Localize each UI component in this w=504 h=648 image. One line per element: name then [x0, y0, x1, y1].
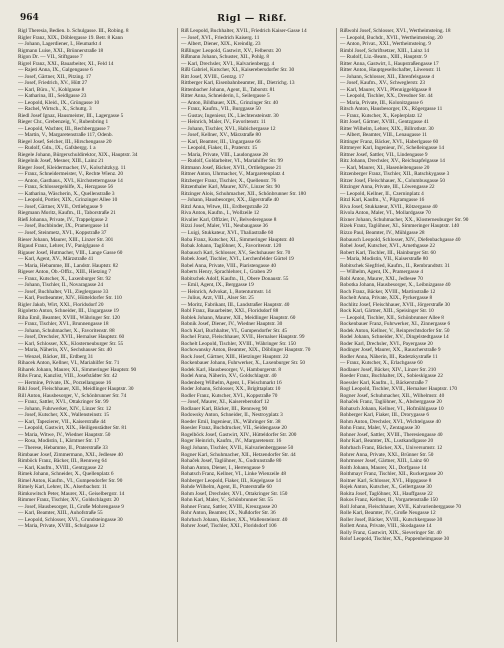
directory-entry: Rohner Franz, Sattler, XVIII., Kreuzgasse 20	[181, 503, 277, 510]
directory-entry: — Josef, Kutscher, XX., Wallensteinstr. 15	[18, 412, 110, 419]
directory-entry: Rittberger Karl, Eisenbahnbeamter, III., Dietrichg. 13	[181, 80, 295, 87]
directory-entry: — Franz, Kutscher, X., Keplerplatz 12	[340, 112, 423, 119]
directory-entry: — Karl, Beamter, III., Ungargasse 66	[181, 138, 261, 145]
directory-columns	[18, 28, 490, 642]
directory-entry: Rizzi Josef, Maler, VII., Neubaugasse 36	[181, 223, 268, 230]
directory-entry: Rieger Chr., Grebenzeig, V., Rubenbring 1	[18, 119, 109, 126]
directory-entry: Riegmann Moritz, Kaufm., II., Taborstraße 21	[18, 210, 116, 217]
directory-entry: Rogl Leopold, Tischler, XVII., Hernalser Hauptstr. 170	[340, 386, 458, 393]
directory-entry: — Therese, Hebamme, II., Praterstraße 33	[18, 445, 108, 451]
directory-entry: Roller Josef, Bäcker, XVIII., Kutschkergasse 30	[340, 516, 443, 523]
directory-entry: — Moritz, Fabrikant, III., Landstraßer Hauptstr. 40	[181, 301, 290, 308]
directory-entry: Rodlauer Josef, Bäcker, XIV., Linzer Str. 210	[340, 366, 437, 373]
directory-entry: — Johann, Fuhrwerker, XIV., Linzer Str. 12	[18, 405, 112, 412]
directory-entry: Rochowansky Anton, Beamter, XIX., Döblinger Hauptstr. 70	[181, 347, 311, 354]
directory-entry: Riva Anton, Kaufm., I., Wollzeile 12	[181, 210, 260, 217]
directory-entry: — Karl, Drechsler, XVI., Kalvarienbergg. 4	[181, 60, 275, 67]
directory-entry: Riegele Johann, Bürgerschuldirektor, XIX., Hauptstr. 34	[18, 151, 138, 158]
directory-entry: Rieger Josef, Kleidermacher, IV., Kolschitzkyg. 11	[18, 164, 126, 171]
directory-entry: — Franz, Kutscher, X., Laxenburger Str. 92	[18, 275, 111, 282]
directory-entry: Ritzinger Anna, Private, III., Löwengasse 22	[340, 184, 435, 191]
directory-entry: Ritzenthaler Karl, Maurer, XIV., Linzer Str. 90	[181, 184, 280, 191]
directory-entry: Rittmeyer Karl, Ingenieur, IV., Schelleingasse 14	[340, 145, 444, 152]
directory-entry: Roger Heinrich, Kaufm., IV., Margaretenstr. 16	[181, 438, 282, 445]
directory-entry: Roith Johann, Maurer, XI., Dorfgasse 14	[340, 464, 427, 471]
directory-entry: — Josef, Gärtner, XVII., Ortliebgasse 9	[18, 203, 103, 210]
directory-entry: Roeder Franz, Buchhalter, IX., Sobieskigasse 22	[340, 373, 443, 380]
directory-entry: — Hermine, Private, IX., Porzellangasse 16	[18, 379, 112, 386]
directory-entry: Roder Karl, Drechsler, XVI., Payergasse 20	[340, 340, 433, 347]
directory-entry: — Franz, Sattler, XVI., Ottakringer Str. 99	[18, 399, 109, 406]
directory-entry: — Maria, Näherin, XV., Sechshauser Str. 40	[18, 347, 112, 354]
directory-entry: Rohr Karl, Beamter, IX., Lustkandlgasse 20	[340, 438, 434, 445]
directory-entry: Robert Karl, Tischler, III., Hainburger Str. 60	[340, 249, 436, 256]
directory-entry: Rokos Franz, Kellner, II., Vorgartenstraße 150	[340, 497, 438, 504]
directory-entry: — Wilhelm, Agent, IX., Pramergasse 4	[340, 269, 424, 276]
directory-entry: — Leopold, Tischler, XX., Dresdner Str. 44	[340, 93, 433, 100]
directory-entry: Rohrbach Franz, Bäcker, XX., Universumstr. 12	[340, 445, 443, 451]
directory-entry: — Karl, Maurer, XVI., Pfenniggeldgasse 8	[340, 86, 432, 93]
directory-entry: — Josef, Hausbesorger, II., Große Mohrengasse 9	[18, 503, 124, 510]
directory-entry: — Josef, Maurer, XI., Kaiserebersdorf 12	[181, 399, 270, 406]
directory-entry: Roessler Karl, Kaufm., I., Bäckerstraße 7	[340, 379, 428, 386]
directory-entry: Rittinger Franz, Bäcker, XVI., Haberlgasse 60	[340, 138, 439, 145]
directory-entry: Rittner Anton, Uhrmacher, V., Margaretenplatz 4	[181, 171, 285, 178]
directory-entry: Rizek Franz, Taglöhner, XI., Simmeringer Hauptstr. 140	[340, 223, 460, 230]
directory-entry: — Josef, Drechsler, XVII., Hernalser Hauptstr. 60	[18, 334, 125, 341]
directory-entry: Rihs Franz, Kanzlist, VIII., Josefstädter Str. 42	[18, 373, 118, 380]
directory-entry: Ritzenberger Franz, Tischler, XII., Ratschkygasse 3	[340, 171, 450, 178]
directory-entry: Rihacek Anton, Kellner, VI., Mariahilfer Str. 71	[18, 360, 120, 367]
directory-entry: — Leopold, Schlosser, XVI., Grundsteingasse 30	[18, 516, 123, 523]
directory-entry: Rizzo Paul, Beamter, IV., Mühlgasse 28	[340, 229, 425, 236]
directory-entry: — Luigi, Stukkateur, XVI., Thaliastraße 60	[181, 229, 274, 236]
directory-entry: Rohaček Franz, Taglöhner, X., Absberggasse 20	[340, 399, 442, 406]
directory-entry: Riva Josef, Stukkateur, XVII., Rötzergasse 40	[340, 203, 438, 210]
directory-entry: Rittenbacher Johann, Agent, II., Taborstr. 81	[181, 86, 275, 93]
column-1	[18, 28, 172, 642]
directory-entry: Rohatsch Franz, Kellner, VI., Linke Wienzeile 48	[181, 471, 286, 478]
directory-entry: Roberts Henry, Sprachlehrer, I., Graben 29	[181, 269, 272, 276]
directory-entry: Rochel Franz, Fleischhauer, XVII., Hernalser Hauptstr. 99	[181, 334, 305, 341]
directory-entry: Rigon Dr. — VII., Stiftgasse 7	[18, 54, 83, 61]
directory-entry: Rodel Johann, Schneider, XV., Dingelstedtgasse 14	[340, 334, 449, 341]
directory-entry: Rodinger Josef, Maurer, XX., Rauscherstraße 9	[340, 347, 441, 354]
directory-entry: Roll Johann, Fleischhauer, XVII., Kalvarienberggasse 70	[340, 503, 462, 510]
directory-entry: — Martin, V., Margaretenstraße 117, Ödenb.	[18, 132, 113, 139]
directory-entry: Robausch Karl, Schlosser, XV., Sechshauser Str. 70	[181, 249, 291, 256]
directory-entry: Rohm Anton, Drechsler, XVI., Wichtelgasse 40	[340, 418, 441, 425]
directory-entry: Robl Anton, Maurer, XXI., Jedlesee 70	[340, 275, 423, 282]
directory-entry: Rikl Josef, Fleischhauer, XII., Meidlinger Hauptstr. 30	[18, 386, 134, 393]
directory-entry: — Josef, Gärtner, XII., Pitzing. 17	[18, 73, 92, 80]
directory-entry: Riegelnik Josef, Mesner, XIII., Lainz 21	[18, 158, 104, 165]
directory-entry: Rigler Jakob, Wirt, XXI., Floridsdorf 20	[18, 301, 104, 308]
directory-entry: Rieser Johann, Maurer, XIII., Linzer Str. 301	[18, 236, 114, 243]
directory-entry: Rollett Anna, Private, VIII., Skodagasse 14	[340, 523, 432, 530]
directory-entry: — Josef, Buchbinder, IX., Pramergasse 14	[18, 223, 109, 230]
directory-entry: — Karl, Beamter, XIII., Auhofstraße 55	[18, 510, 103, 517]
directory-entry: — Josef, Buchhalter, VII., Zieglergasse 33	[18, 288, 109, 295]
directory-entry: Rißl Gabriel, Kutscher, XI., Kaiserebersdorfer Str. 30	[181, 67, 295, 74]
directory-entry: Rohde Wilhelm, Agent, II., Praterstraße 60	[181, 484, 272, 491]
directory-entry: — Leopold, Tischler, XII., Schönbrunner Allee 8	[340, 314, 444, 321]
directory-entry: Robitschek Adolf, Kaufm., II., Obere Donaustr. 55	[181, 275, 289, 282]
directory-entry: Rodler Anna, Näherin, III., Radetzkystraße 11	[340, 353, 438, 360]
directory-entry: Robak Johann, Taglöhner, X., Favoritenstr. 120	[181, 243, 282, 250]
directory-entry: Rohaček Josef, Taglöhner, X., Gudrunstraße 80	[181, 458, 282, 465]
directory-entry: Roder Johann, Schlosser, XX., Brigittaplatz 10	[181, 386, 281, 393]
directory-entry: — Wenzel, Bäcker, III., Erdberg 31	[18, 353, 94, 360]
directory-entry: — Karl, Tapezierer, VII., Kaiserstraße 44	[18, 418, 106, 425]
directory-entry: Rixner Johann, Schuhmacher, XX., Klosterneuburger Str. 90	[340, 216, 469, 223]
directory-entry: Rittner Josef, Sattler, VII., Lindengasse 9	[340, 151, 428, 158]
directory-entry: Rohm Josef, Drechsler, XVI., Ottakringer Str. 150	[181, 490, 288, 497]
directory-entry: — Franz, Schneidermeister, V., Rechte Wienz. 20	[18, 171, 124, 178]
directory-entry: Rockenbauer Johann, Fuhrwerker, X., Laxenburger Str. 50	[181, 360, 305, 367]
directory-entry: — Rudolf, Goldarbeiter, VI., Mariahilfer Str. 99	[181, 158, 283, 165]
directory-entry: — Rajeti Anna, IX., Galgengasse 6	[18, 67, 93, 74]
directory-entry: Rolle Karl, Beamter, IV., Große Neugasse 12	[340, 510, 436, 517]
directory-entry: — Rachel, Wirtsch., X., Schuttg. 3	[18, 106, 92, 113]
directory-entry: Rigaud Franz, Lehrer, IV., Paniglgasse 4	[18, 243, 104, 250]
directory-entry: Rogner Josef, Schuhmacher, XII., Wilhelmstr. 40	[340, 392, 445, 399]
directory-entry: — Albert, Diener, XIX., Kreindlg. 23	[181, 41, 261, 48]
directory-entry: Rohberger Karl, Fiaker, III., Drorygasse 6	[340, 412, 429, 419]
directory-entry: Rohrmoser Josef, Gärtner, XIII., Lainz 60	[340, 458, 429, 465]
directory-entry: Rigl Theresia, Bedien. b. Schulgasse. III., Robing. 8	[18, 28, 129, 34]
directory-entry: Rohn Franz, Maler, V., Zentagasse 30	[340, 425, 420, 432]
directory-entry: Rolof Leopold, Tischler, XX., Pappenheimgasse 30	[340, 536, 450, 543]
directory-entry: Roch Franz, Bäcker, XVIII., Martinstraße 12	[340, 288, 436, 295]
directory-entry: Rohan Anton, Diener, I., Herrengasse 9	[181, 464, 265, 471]
directory-entry: Rimel Anton, Kaufm., VI., Gumpendorfer Str. 90	[18, 477, 123, 484]
directory-entry: Rogl Johann, Tischler, XVII., Kalvarienberggasse 50	[181, 445, 294, 451]
directory-entry: — Leopold, Buchdr., XVII., Wertheimsteing. 20	[340, 34, 443, 41]
running-head: Rigl — Rißf.	[217, 13, 287, 24]
directory-entry: — Katharina, III., Seidlgasse 23	[18, 93, 87, 100]
directory-entry: Ritter Anna, Gastwirt, I., Haupstraßengasse 17	[340, 60, 439, 67]
directory-entry: — Karl, Agent, XV., Märzstraße 41	[18, 256, 94, 263]
directory-entry: — Josef, XVI., Friedrich Kaiserg. 11	[181, 34, 260, 41]
directory-entry: Rimböck Franz, Bäcker, III., Rennweg 64	[18, 458, 107, 465]
directory-entry: Rohner Josef, Sattler, XVIII., Theresiengasse 40	[340, 431, 443, 438]
directory-entry: — Rudolf, Liz.-Beam., XIII., Hauptstr. 9	[340, 54, 427, 61]
directory-entry: — Franz, Kutscher, X., Erlachgasse 60	[340, 360, 423, 367]
directory-entry: Rogner Karl, Schuhmacher, XII., Hetzendorfer Str. 44	[181, 451, 296, 458]
directory-entry: — Karl, Maurer, XI., Hasenleitengasse 20	[340, 164, 430, 171]
directory-entry: — Rosa, Modistin, I., Kärntner Str. 17	[18, 438, 100, 445]
directory-entry: Riharek Johann, Maurer, XI., Simmeringer Hauptstr. 90	[18, 366, 137, 373]
directory-entry: Robnik Josef, Diener, IV., Wiedner Hauptstr. 30	[181, 321, 283, 328]
directory-entry: — Leopold, Fiaker, II., Praterstr. 15	[181, 145, 257, 152]
directory-entry: Riedl Josef Ignaz, Hausmeister, III., Lagergasse 5	[18, 112, 124, 119]
directory-entry: Rodel Anna, Näherin, XV., Goldschlagstr. 40	[181, 373, 277, 380]
directory-entry: Ritter Wilhelm, Lehrer, XIX., Billrothstr. 30	[340, 125, 434, 132]
directory-entry: — Albert, Beamter, VIII., Lenaugasse 11	[340, 132, 428, 139]
directory-entry: Rigler Franz, XIX., Döblergasse 19. Betr. 8 Kann	[18, 34, 123, 41]
directory-entry: — Maria, Witwe, IV., Wiedner Hauptstr. 50	[18, 431, 111, 438]
directory-entry: Roch Karl, Buchhalter, VI., Gumpendorfer Str. 45	[181, 327, 288, 334]
directory-entry: — Franz, Kaufm., VII., Burggasse 50	[181, 106, 261, 113]
directory-entry: Rimbauer Josef, Zimmermann, XXI., Jedlesee 40	[18, 451, 123, 458]
directory-entry: Rohn Karl, Maler, V., Schönbrunner Str. 55	[181, 497, 273, 504]
column-2	[177, 28, 331, 642]
directory-entry: — Josef, Steinmetz, XVI., Koppstraße 37	[18, 229, 107, 236]
directory-entry: Rivola Anton, Maler, VI., Mollardgasse 70	[340, 210, 431, 217]
directory-entry: — Franz, Tischler, XVI., Brunnengasse 18	[18, 321, 109, 328]
directory-entry: Rimely Karl, Lehrer, IX., Alserbachstr. 11	[18, 484, 108, 491]
directory-entry: — Johann, Tischler, XVI., Habichergasse 12	[181, 125, 276, 132]
directory-entry: Rimkowitsch Peter, Maurer, XI., Geiselbergstr. 14	[18, 490, 125, 497]
directory-entry: Rochlitz Josef, Fleischhauer, XVII., Jörgerstraße 30	[340, 301, 450, 308]
directory-entry: Ritsch Anton, Hausbesorger, IX., Rögergasse 11	[340, 106, 443, 113]
directory-entry: Rohrbach Johann, Bäcker, XX., Wallensteinstr. 40	[181, 516, 288, 523]
directory-entry: Rodek Anton, Kellner, V., Reinprechtsdorfer Str. 50	[340, 327, 450, 334]
directory-entry: Rohberger Leopold, Fiaker, III., Kegelgasse 14	[181, 477, 281, 484]
directory-entry: Robel Josef, Kutscher, XVI., Arnethgasse 22	[340, 243, 435, 250]
directory-entry: Ritt Josef, XVIII., Gentzg. 17	[181, 73, 244, 80]
directory-entry: — Josef, Kaufm., XV., Schweglerstr. 23	[340, 80, 426, 87]
directory-entry: — Anton, Privat., XXI., Wertheimsteing. 9	[340, 41, 431, 48]
directory-entry: — Maria, Hebamme, III., Landstr. Hauptstr. 82	[18, 262, 119, 269]
directory-entry: Rohatsch Johann, Kellner, VI., Hofmühlgasse 10	[340, 405, 444, 412]
directory-entry: — Leopold, Gastwirt, XIX., Heiligenstädter Str. 81	[18, 425, 127, 432]
directory-entry: Rodlauer Karl, Bäcker, III., Rennweg 90	[181, 405, 268, 412]
directory-entry: Rigeser Anton, Ob.-Offiz., XIII., Hietzing 7	[18, 269, 112, 276]
directory-entry: Robek Josef, Tischler, XVI., Lerchenfelder Gürtel 19	[181, 256, 294, 263]
directory-entry: Rohr Anton, Beamter, IX., Nußdorfer Str. 36	[181, 510, 276, 517]
directory-entry: Rockenbauer Franz, Fuhrwerker, XI., Zinnergasse 6	[340, 321, 451, 328]
directory-entry: Robitschek Siegfried, Kaufm., II., Rembrandtstr. 31	[340, 262, 450, 269]
directory-entry: — Franz, Schlossergehilfe, X., Herzgasse 56	[18, 184, 114, 191]
directory-entry: Rißlinger Leopold, Gastwirt, XV., Felberstr. 20	[181, 47, 281, 54]
directory-entry: — Leopold, Kleid., IX., Grüngasse 10	[18, 99, 100, 106]
directory-entry: — Karl, Postbeamter, XIV., Hütteldorfer Str. 110	[18, 295, 122, 302]
page-number: 964	[20, 13, 39, 23]
directory-entry: Rivalier Karl, Offizier, IV., Belvederegasse 8	[181, 216, 277, 223]
directory-entry: — Johann, Schlosser, XII., Ehrenfelsgasse 4	[340, 73, 435, 80]
directory-entry: Rimek Johann, Schneider, X., Quellenplatz 6	[18, 471, 114, 478]
directory-entry: Ritter Anna, Schneiderin, I., Seilergasse 5	[181, 93, 270, 100]
directory-entry: — Maria, Modistin, VII., Kaiserstraße 80	[340, 256, 429, 263]
directory-entry: Rodek Karl, Hausbesorger, V., Hamburgerstr. 8	[181, 366, 282, 373]
directory-entry: — Maria, Private, XVIII., Schulgasse 12	[18, 523, 105, 530]
directory-entry: — Rudolf, Gdn., IX., Gafsbergg. 1 a	[18, 145, 96, 152]
directory-entry: Rohrer Josef, Tischler, XXI., Floridsdorf 106	[181, 523, 277, 530]
directory-entry: Riß Leopold, Buchhalter, XVII., Friedrich Kaiser-Gasse 14	[181, 28, 307, 34]
directory-entry: — Johann, Hausbesorger, XX., Jägerstraße 40	[181, 197, 279, 204]
directory-entry: — Karl, Schlosser, XX., Klosterneuburger Str. 55	[18, 340, 124, 347]
column-3	[336, 28, 490, 642]
directory-entry: Roitner Karl, Schlosser, XVI., Hippgasse 8	[340, 477, 432, 484]
directory-entry: — Leopold, Kellner, II., Czerninplatz 4	[340, 190, 424, 197]
directory-entry: — Anton, Gasthaus., XVI., Kirchstetterngasse 14	[18, 177, 123, 184]
directory-entry: Rigauer Josef, Hutmacher, VIII., Lange Gasse 60	[18, 249, 123, 256]
directory-entry: Rochelt Anna, Private, XIX., Pyrkergasse 8	[340, 295, 433, 302]
directory-entry: — Anton, Bildhauer, XIX., Grinzinger Str. 40	[181, 99, 279, 106]
directory-entry: Rock Josef, Gärtner, XIII., Hietzinger Hauptstr. 22	[181, 353, 289, 360]
directory-entry: Ritz Johann, Drechsler, XV., Reichsapfelgasse 14	[340, 158, 445, 165]
directory-entry: Rogelböck Josef, Gastwirt, XIV., Hütteldorfer Str. 200	[181, 431, 297, 438]
directory-entry: — Karl, Büro., V., Kohlgasse 8	[18, 86, 85, 93]
directory-entry: — Heinrich, Advokat, I., Rotenturmstr. 14	[181, 288, 271, 295]
directory-entry: Rodowsky Anton, Schneider, II., Nestroyplatz 3	[181, 412, 283, 419]
directory-entry: Ritzl Karl, Kaufm., V., Pilgramgasse 16	[340, 197, 425, 204]
directory-entry: Rojek Anton, Kutscher, X., Gellertgasse 30	[340, 484, 432, 491]
directory-entry: — Leopold, Portier, XIX., Grinzinger Allee 10	[18, 197, 118, 204]
directory-entry: — Johann, Schuhmacher, X., Favoritenstr. 88	[18, 327, 115, 334]
directory-entry: — Heinrich, Maler, IV., Favoritenstr. 11	[181, 119, 266, 126]
directory-entry: — Johann, Lagerdiener, I., Heumarkt 4	[18, 41, 102, 48]
directory-entry: Rolly Franz, Gastwirt, XIX., Sieveringer Str. 40	[340, 529, 442, 536]
directory-entry: — Gustav, Ingenieur, IX., Liechtensteinstr. 30	[181, 112, 279, 119]
directory-entry: Ritzer Josef, Fleischhauer, X., Columbusgasse 50	[340, 177, 445, 184]
directory-entry: Riegel Josef, Selcher, III., Hirschengasse 20	[18, 138, 112, 145]
directory-entry: Roithmayr Franz, Tischler, XII., Ruckergasse 20	[340, 471, 443, 478]
directory-entry: Rimmer Franz, Tischler, XV., Goldschlagstr. 20	[18, 497, 119, 504]
directory-entry: Robausch Leopold, Schlosser, XIV., Diefenbachgasse 40	[340, 236, 461, 243]
directory-entry: — Maria, Private, VIII., Laudongasse 28	[181, 151, 268, 158]
directory-entry: Rieß Johanna, Private, IV., Trappelgasse 2	[18, 216, 108, 223]
directory-entry: Rill Anton, Hausbesorger, V., Schönbrunner Str. 74	[18, 392, 127, 399]
directory-entry: Roesler Franz, Buchdrucker, VII., Seidengasse 20	[181, 425, 287, 432]
directory-entry: — Josef, Friedrich, XV., Hütt 27	[18, 80, 88, 87]
directory-entry: — Katharina, Wäscherin, X., Quellenstraße 3	[18, 190, 115, 197]
directory-entry: — Josef, Kellner, XV., Märzstraße 80	[181, 132, 261, 139]
directory-entry: Rohrer Anna, Private, XXI., Brünner Str. 50	[340, 451, 434, 458]
directory-entry: Riha Emil, Beamter, XVIII., Währinger Str. 120	[18, 314, 120, 321]
directory-entry: — Johann, Tischler, II., Novaragasse 24	[18, 282, 103, 289]
directory-entry: Rokita Josef, Taglöhner, XI., Hauffgasse 22	[340, 490, 433, 497]
directory-entry: — Julius, Arzt, VIII., Alser Str. 25	[181, 295, 254, 302]
directory-entry: — Karl, Kaufm., XVIII., Gentzgasse 22	[18, 464, 104, 471]
directory-entry: Ritter Anton, Hauptgesellschafter, Löwenstr. 11	[340, 67, 441, 74]
directory-entry: Rigmann Luise, XXI., Brünnerstraße 18	[18, 47, 104, 54]
directory-entry: Rigoletto Anton, Schneider, III., Ungargasse 19	[18, 308, 119, 315]
directory-entry: Rock Karl, Gärtner, XIII., Speisinger Str. 10	[340, 308, 434, 315]
directory-entry: Roblek Johann, Maurer, XII., Meidlinger Hauptstr. 60	[181, 314, 296, 321]
directory-entry: Rimbl Josef, Schriftsetzer, XIII., Lainz 14	[340, 47, 430, 54]
directory-entry: Robotka Johann, Hausbesorger, X., Leibnizgasse 40	[340, 282, 451, 289]
directory-entry: Rigrel Franz, XXI., Bauarbeiter, XI., Feld 14	[18, 60, 114, 67]
directory-entry: Robl Franz, Bauarbeiter, XXI., Floridsdorf 88	[181, 308, 279, 315]
directory-entry: Rißwohl Josef, Schlosser, XVI., Wertheimsteing. 18	[340, 28, 451, 34]
directory-entry: — Emil, Agent, IX., Berggasse 19	[181, 282, 254, 289]
directory-entry: Ritt Josef, Gärtner, XVIII., Gentzgasse 41	[340, 119, 430, 126]
directory-entry: Ritzl Anna, Witwe, III., Erdbergstraße 22	[181, 203, 269, 210]
directory-entry: — Leopold, Wachter, III., Rechberggasse 7	[18, 125, 110, 132]
directory-entry: Ritzinger Alois, Schuhmacher, XII., Schönbrunner Str. 180	[181, 190, 306, 197]
directory-entry: Rodler Franz, Kutscher, XVI., Koppstraße 70	[181, 392, 278, 399]
directory-entry: Roba Franz, Kutscher, XI., Simmeringer Hauptstr. 40	[181, 236, 295, 243]
directory-entry: Rochelt Leopold, Tischler, XVIII., Währinger Str. 150	[181, 340, 296, 347]
directory-entry: Ritzberger Franz, Tischler, X., Quellenstr. 76	[181, 177, 277, 184]
directory-entry: Rißmann Johann, Schuster, XII., Pohlg. 8	[181, 54, 270, 61]
directory-entry: Rittmann Josef, Bäcker, XVII., Ortliebgasse 21	[181, 164, 282, 171]
directory-entry: — Maria, Private, III., Kolonitzgasse 6	[340, 99, 423, 106]
directory-entry: Robel Anna, Private, VIII., Piaristengasse 40	[181, 262, 277, 269]
directory-entry: Roeder Emil, Ingenieur, IX., Währinger Str. 38	[181, 418, 281, 425]
page-header	[0, 13, 504, 25]
directory-entry: Rodenberg Wilhelm, Agent, I., Fleischmarkt 16	[181, 379, 282, 386]
